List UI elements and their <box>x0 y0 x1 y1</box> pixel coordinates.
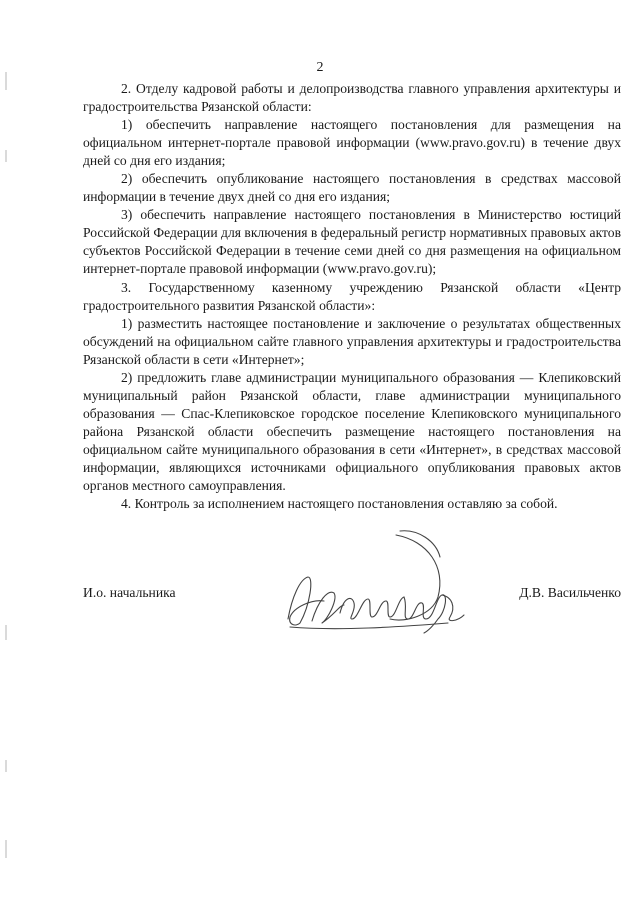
paragraph-subitem-3-2: 2) предложить главе администрации муниципального образования — Клепиковский муниципальный район Рязанской области, главе администрации муниципального образования — Спас-Клепиковское городское поселение Клепиковского муниципального района Рязанской области обеспечить размещение настоящего постановления на официальном сайте муниципального образования в сети «Интернет», в средствах массовой информации, являющихся источниками официального опубликования правовых актов органов местного самоуправления. <box>83 369 621 494</box>
paragraph-subitem-2-3: 3) обеспечить направление настоящего постановления в Министерство юстиций Российской Федерации для включения в федеральный регистр нормативных правовых актов субъектов Российской Федерации в течение семи дней со дня размещения на официальном интернет-портале правовой информации (www.pravo.gov.ru); <box>83 207 621 277</box>
page-number: 2 <box>316 60 324 75</box>
signer-position: И.о. начальника <box>83 585 176 600</box>
paragraph-subitem-2-2: 2) обеспечить опубликование настоящего постановления в средствах массовой информации в течение двух дней со дня его издания; <box>83 171 621 205</box>
paragraph-subitem-3-1: 1) разместить настоящее постановление и заключение о результатах общественных обсуждений на официальном сайте главного управления архитектуры и градостроительства Рязанской области в сети «Интернет»; <box>83 315 621 367</box>
paragraph-item-4: 4. Контроль за исполнением настоящего постановления оставляю за собой. <box>121 496 558 512</box>
paragraph-subitem-2-1: 1) обеспечить направление настоящего постановления для размещения на официальном интернет-портале правовой информации (www.pravo.gov.ru) в течение двух дней со дня его издания; <box>83 117 621 169</box>
paragraph-item-2: 2. Отделу кадровой работы и делопроизводства главного управления архитектуры и градостроительства Рязанской области: <box>83 81 621 115</box>
signer-name: Д.В. Васильченко <box>519 585 621 600</box>
paragraph-item-3: 3. Государственному казенному учреждению Рязанской области «Центр градостроительного развития Рязанской области»: <box>83 279 621 313</box>
